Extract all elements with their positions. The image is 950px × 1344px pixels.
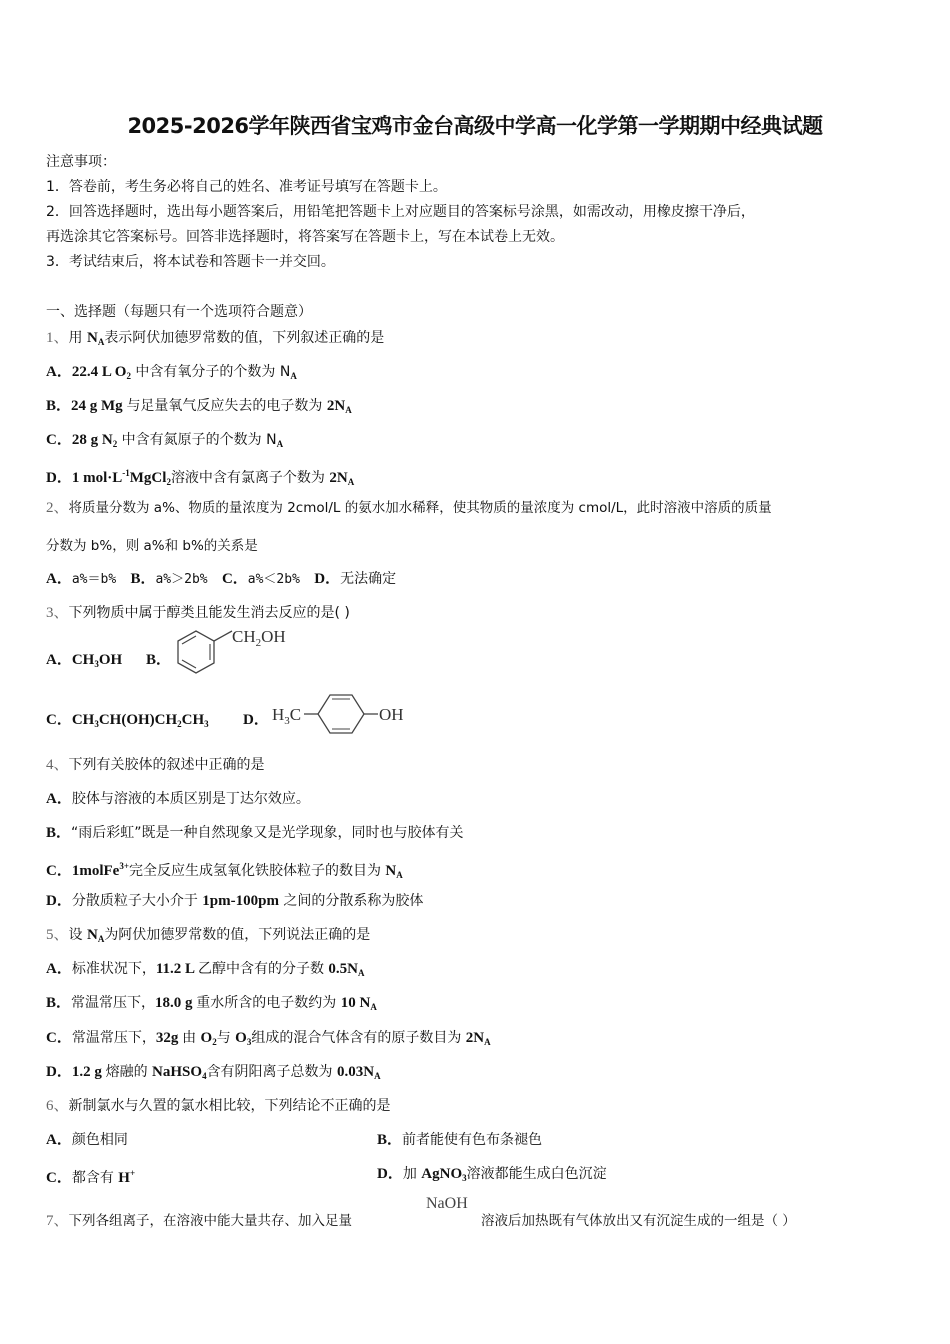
- question-2-option-b: B．a%＞2b%: [130, 571, 208, 587]
- question-3-option-c: C．$CH_3CH(OH)CH_2CH_3$: [46, 712, 209, 729]
- svg-text:H3C: $H_3C$: [272, 705, 302, 727]
- question-6-stem: 6、新制氯水与久置的氯水相比较，下列结论不正确的是: [46, 1098, 391, 1114]
- notice-item-1: 1．答卷前，考生务必将自己的姓名、准考证号填写在答题卡上。: [46, 179, 447, 195]
- question-2-options: [46, 568, 396, 590]
- question-2-option-a: A．a%＝b%: [46, 571, 117, 587]
- question-3-option-a: A．$CH_3OH$: [46, 652, 123, 669]
- question-7-stem: 7、下列各组离子，在溶液中能大量共存、加入足量: [46, 1213, 353, 1229]
- question-2-stem: 2、将质量分数为 a%、物质的量浓度为 2cmol/L 的氨水加水稀释，使其物质的量浓度为 cmol/L，此时溶液中溶质的质量: [46, 500, 772, 516]
- question-2-option-c: C．a%＜2b%: [221, 571, 300, 587]
- question-1-option-b: B．24 g Mg 与足量氧气反应失去的电子数为 $2N_A$: [46, 398, 352, 415]
- question-4-option-c: C．1molFe$^{3+}$完全反应生成氢氧化铁胶体粒子的数目为 $N_A$: [46, 861, 403, 880]
- svg-text:CH2OH: $CH_2OH$: [232, 628, 286, 649]
- notice-item-2-cont: 再选涂其它答案标号。回答非选择题时，将答案写在答题卡上，写在本试卷上无效。: [46, 229, 564, 245]
- question-4-option-a: A．胶体与溶液的本质区别是丁达尔效应。: [46, 791, 310, 807]
- question-6-option-d: D．加 AgNO$_3$溶液都能生成白色沉淀: [377, 1166, 607, 1183]
- question-6-option-a: A．颜色相同: [46, 1132, 128, 1148]
- question-number: 1、: [46, 330, 69, 346]
- notice-heading: 注意事项：: [46, 154, 116, 170]
- notice-item-3: 3．考试结束后，将本试卷和答题卡一并交回。: [46, 254, 335, 270]
- question-1-option-c: C．28 g $N_2$ 中含有氮原子的个数为 $N_A$: [46, 432, 284, 449]
- svg-text:OH: OH: [379, 705, 404, 724]
- page-title: 2025-2026学年陕西省宝鸡市金台高级中学高一化学第一学期期中经典试题: [127, 114, 823, 138]
- question-1-option-d: D．1 $mol\cdot L^{-1}MgCl_2$溶液中含有氯离子个数为 $2N_A$: [46, 468, 355, 487]
- question-4-stem: 4、下列有关胶体的叙述中正确的是: [46, 757, 265, 773]
- question-6-option-b: B．前者能使有色布条褪色: [377, 1132, 543, 1148]
- question-4-option-b: B．“雨后彩虹”既是一种自然现象又是光学现象，同时也与胶体有关: [46, 825, 464, 841]
- section-heading: 一、选择题（每题只有一个选项符合题意）: [46, 304, 312, 320]
- benzyl-alcohol-structure: [170, 628, 300, 678]
- question-5-option-c: C．常温常压下，32g 由 $O_2$与 $O_3$组成的混合气体含有的原子数目为 $2N_A$: [46, 1030, 491, 1047]
- question-2-option-d: D．无法确定: [314, 571, 397, 587]
- question-6-option-c: C．都含有 H+: [46, 1168, 136, 1186]
- naoh-formula: NaOH: [426, 1195, 468, 1212]
- question-5-option-a: A．标准状况下，11.2 L 乙醇中含有的分子数 $0.5N_A$: [46, 961, 365, 978]
- question-5-stem: 5、设 $N_A$为阿伏加德罗常数的值，下列说法正确的是: [46, 927, 371, 944]
- question-3-option-b-label: B．: [146, 652, 172, 668]
- question-5-option-b: B．常温常压下，18.0 g 重水所含的电子数约为 10 $N_A$: [46, 995, 377, 1012]
- question-3-stem: 3、下列物质中属于醇类且能发生消去反应的是( ): [46, 605, 350, 621]
- question-1-option-a: A．22.4 L $O_2$ 中含有氧分子的个数为 $N_A$: [46, 364, 297, 381]
- question-2-stem-cont: 分数为 b%，则 a%和 b%的关系是: [46, 538, 258, 554]
- p-cresol-structure: [270, 690, 415, 738]
- question-4-option-d: D．分散质粒子大小介于 1pm-100pm 之间的分散系称为胶体: [46, 893, 424, 909]
- question-5-option-d: D．1.2 g 熔融的 NaHSO$_4$含有阴阳离子总数为 $0.03N_A$: [46, 1064, 381, 1081]
- question-7-stem-cont: 溶液后加热既有气体放出又有沉淀生成的一组是（ ）: [481, 1213, 796, 1229]
- question-3-option-d-label: D．: [243, 712, 269, 728]
- question-1-stem: 1、用 $N_A$表示阿伏加德罗常数的值，下列叙述正确的是: [46, 330, 385, 347]
- notice-item-2: 2．回答选择题时，选出每小题答案后，用铅笔把答题卡上对应题目的答案标号涂黑，如需改动，用橡皮擦干净后，: [46, 204, 755, 220]
